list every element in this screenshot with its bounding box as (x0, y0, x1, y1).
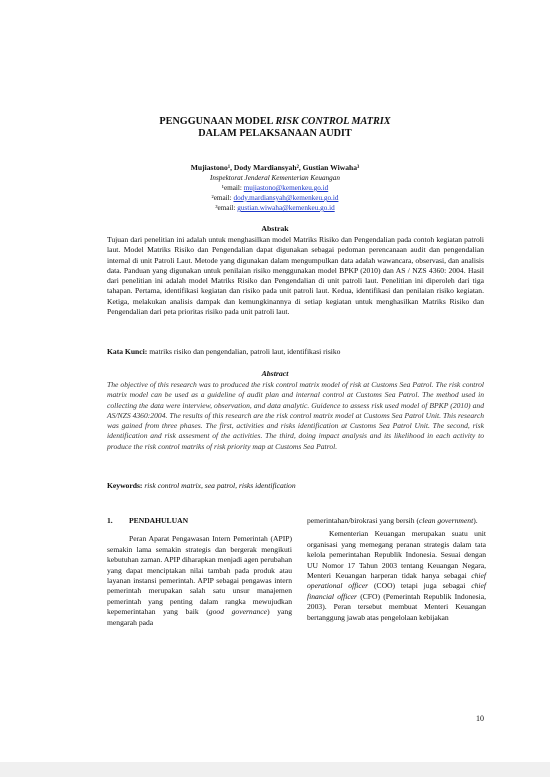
email-3-link[interactable]: gustian.wiwaha@kemenkeu.go.id (237, 204, 335, 212)
keywords-text: risk control matrix, sea patrol, risks identification (144, 481, 296, 490)
email-3-label: ³email: (215, 204, 238, 212)
kata-kunci-label: Kata Kunci: (107, 347, 150, 356)
left-paragraph: Peran Aparat Pengawasan Intern Pemerintah (APIP) semakin lama semakin strategis dan bergerak mengikuti kebutuhan zaman. APIP diharapkan menjadi agen perubahan yang dapat menciptakan nilai tambah pada produk atau layanan instansi pemerintah. APIP sebagai pengawas intern pemerintah merupakan salah satu unsur manajemen pemerintah yang penting dalam rangka mewujudkan kepemerintahan yang baik (good governance) yang mengarah pada (107, 534, 292, 627)
section-number: 1. (107, 516, 113, 525)
email-line-2 (0, 194, 550, 202)
abstract-body: The objective of this research was to produced the risk control matrix model of risk at Customs Sea Patrol. The risk control matrix model can be used as a guideline of audit plan and internal control at Customs Sea Patrol. The method used in collecting the data were interview, observation, and data analytic. Guidence to assess risk used model of BPKP (2010) and AS/NZS 4360:2004. The results of this research are the risk control matrix model at Customs Sea Patrol Unit. This research was gained from three phases. The first, activities and risks identification at Customs Sea Patrol Unit. The second, risk identification and risk assesment of the activities. The third, doing impact analysis and its likelihood in each activity to produce the risk control matriks of risk priority map at Customs Sea Patrol. (107, 380, 484, 451)
title-line-1-italic: RISK CONTROL MATRIX (275, 116, 391, 127)
paper-title (0, 116, 550, 140)
right-paragraph-2: Kementerian Keuangan merupakan suatu unit organisasi yang memegang peranan strategis dalam tata kelola pemerintahan Republik Indonesia. Sesuai dengan UU Nomor 17 Tahun 2003 tentang Keuangan Negara, Menteri Keuangan harperan tidak hanya sebagai chief operational officer (COO) tetapi juga sebagai chief financial officer (CFO) (Pemerintah Republik Indonesia, 2003). Peran tersebut membuat Menteri Keuangan bertanggung jawab atas pengelolaan kebijakan (307, 529, 486, 622)
email-line-3 (0, 204, 550, 212)
abstract-heading: Abstract (261, 369, 289, 378)
email-2-label: ²email: (211, 194, 234, 202)
kata-kunci (107, 347, 484, 356)
section-heading (107, 516, 292, 526)
kata-kunci-text: matriks risiko dan pengendalian, patroli laut, identifikasi risiko (149, 347, 341, 356)
right-paragraph-1: pemerintahan/birokrasi yang bersih (clean government). (307, 516, 478, 525)
email-2-link[interactable]: dody.mardiansyah@kemenkeu.go.id (233, 194, 339, 202)
email-1-link[interactable]: mujiastono@kemenkeu.go.id (243, 184, 329, 192)
abstrak-heading: Abstrak (261, 224, 289, 233)
affiliation: Inspektorat Jenderal Kementerian Keuangan (210, 174, 340, 182)
keywords (107, 481, 484, 490)
section-title: PENDAHULUAN (129, 516, 189, 525)
right-column (307, 516, 486, 623)
title-line-1-plain: PENGGUNAAN MODEL (159, 116, 276, 127)
left-column (107, 516, 292, 628)
email-1-label: ¹email: (221, 184, 244, 192)
page-number: 10 (476, 714, 484, 723)
email-line-1 (0, 184, 550, 192)
footer-bar (0, 762, 550, 777)
title-line-2: DALAM PELAKSANAAN AUDIT (198, 128, 352, 139)
authors: Mujiastono¹, Dody Mardiansyah², Gustian Wiwaha³ (190, 163, 360, 172)
abstrak-body: Tujuan dari penelitian ini adalah untuk menghasilkan model Matriks Risiko dan Pengendalian pada contoh kegiatan patroli laut. Model Matriks Risiko dan Pengendalian dapat digunakan sebagai pedoman perencanaan audit dan pengendalian internal di unit Patroli Laut. Metode yang digunakan dalam mengumpulkan data adalah wawancara, observasi, dan analisis data. Panduan yang digunakan untuk penilaian risiko menggunakan model BPKP (2010) dan AS / NZS 4360: 2004. Hasil dari penelitian ini adalah model Matriks Risiko dan Pengendalian di unit patroli laut. Penelitian ini diperoleh dari tiga tahapan. Pertama, identifikasi kegiatan dan risiko pada unit patroli laut. Kedua, identifikasi dan penilaian risiko kegiatan. Ketiga, melakukan analisis dampak dan kemungkinannya di setiap kegiatan untuk menghasilkan Matriks Risiko dan Pengendalian dari peta prioritas risiko pada unit patroli laut. (107, 235, 484, 317)
keywords-label: Keywords: (107, 481, 145, 490)
